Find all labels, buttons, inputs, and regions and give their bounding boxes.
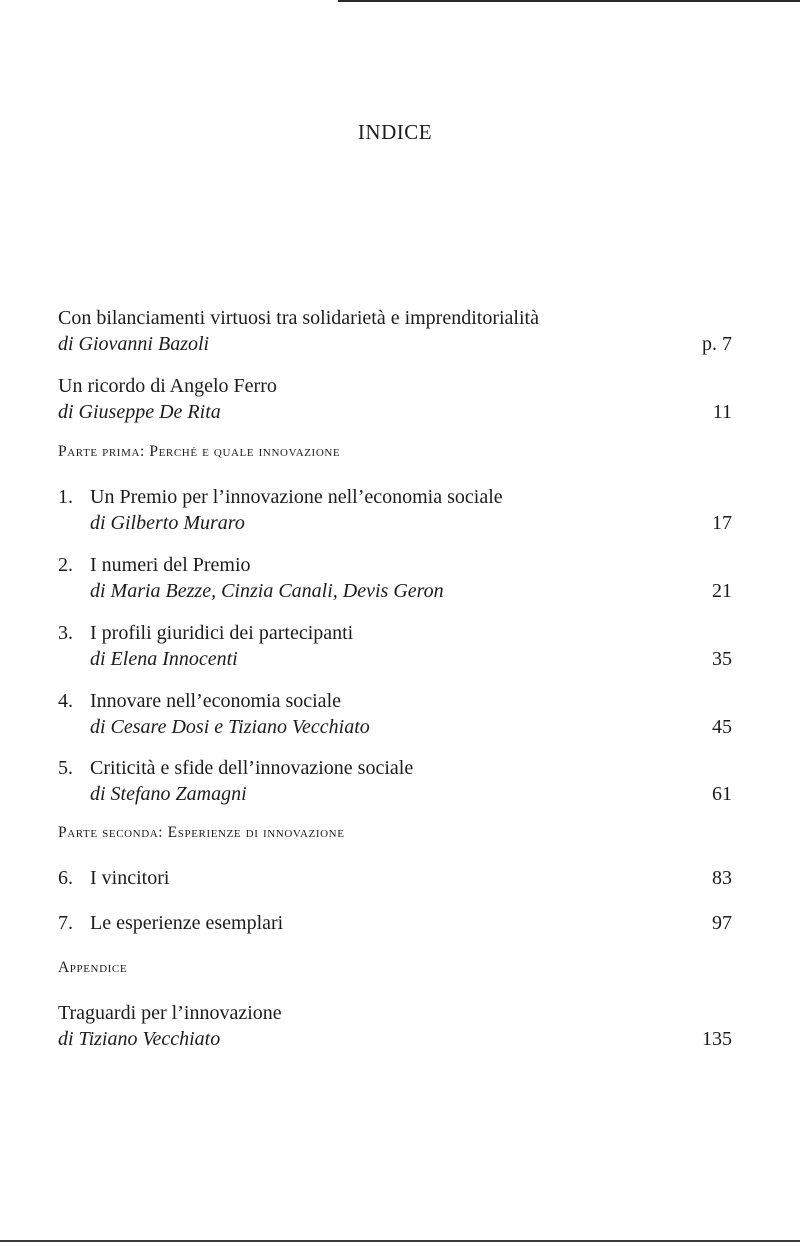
entry-page-number: 17 xyxy=(712,512,732,534)
entry-page-number: 61 xyxy=(712,783,732,805)
page-title: INDICE xyxy=(357,120,433,144)
chapter-number: 4. xyxy=(58,690,73,712)
entry-author: di Cesare Dosi e Tiziano Vecchiato xyxy=(90,716,370,738)
section-heading-appendix: Appendice xyxy=(58,959,128,976)
entry-title: Criticità e sfide dell’innovazione sociale xyxy=(90,757,414,779)
toc-entry-chapter-4[interactable] xyxy=(58,688,732,740)
entry-title: Con bilanciamenti virtuosi tra solidarietà e imprenditorialità xyxy=(58,307,539,329)
entry-title: I profili giuridici dei partecipanti xyxy=(90,622,354,644)
toc-entry-chapter-5[interactable] xyxy=(58,755,732,807)
toc-entry-appendix-1[interactable] xyxy=(58,1000,732,1052)
top-page-rule xyxy=(338,0,800,2)
toc-entry-intro-2[interactable] xyxy=(58,373,732,425)
entry-page-number: 11 xyxy=(712,401,732,423)
chapter-number: 5. xyxy=(58,757,73,779)
chapter-number: 1. xyxy=(58,486,73,508)
entry-author: di Tiziano Vecchiato xyxy=(58,1028,221,1050)
chapter-number: 3. xyxy=(58,622,73,644)
toc-entry-chapter-1[interactable] xyxy=(58,484,732,536)
entry-page-number: p. 7 xyxy=(702,333,732,355)
entry-page-number: 45 xyxy=(712,716,732,738)
entry-page-number: 35 xyxy=(712,648,732,670)
toc-entry-chapter-3[interactable] xyxy=(58,620,732,672)
entry-title: Le esperienze esemplari xyxy=(90,912,284,934)
entry-title: Un Premio per l’innovazione nell’economia sociale xyxy=(90,486,503,508)
toc-entry-chapter-2[interactable] xyxy=(58,552,732,604)
chapter-number: 7. xyxy=(58,912,73,934)
chapter-number: 6. xyxy=(58,867,73,889)
entry-title: I numeri del Premio xyxy=(90,554,251,576)
bottom-page-rule xyxy=(0,1240,800,1242)
entry-author: di Gilberto Muraro xyxy=(90,512,245,534)
section-heading-part-two: Parte seconda: Esperienze di innovazione xyxy=(58,824,345,841)
toc-entry-intro-1[interactable] xyxy=(58,305,732,357)
entry-author: di Maria Bezze, Cinzia Canali, Devis Geron xyxy=(90,580,444,602)
entry-page-number: 21 xyxy=(712,580,732,602)
entry-page-number: 135 xyxy=(702,1028,732,1050)
entry-author: di Giovanni Bazoli xyxy=(58,333,210,355)
entry-page-number: 97 xyxy=(712,912,732,934)
entry-title: Un ricordo di Angelo Ferro xyxy=(58,375,277,397)
entry-author: di Elena Innocenti xyxy=(90,648,238,670)
toc-entry-chapter-7[interactable] xyxy=(58,910,732,936)
toc-entry-chapter-6[interactable] xyxy=(58,865,732,891)
entry-page-number: 83 xyxy=(712,867,732,889)
entry-title: I vincitori xyxy=(90,867,170,889)
section-heading-part-one: Parte prima: Perché e quale innovazione xyxy=(58,443,341,460)
chapter-number: 2. xyxy=(58,554,73,576)
entry-title: Traguardi per l’innovazione xyxy=(58,1002,282,1024)
entry-author: di Stefano Zamagni xyxy=(90,783,247,805)
entry-author: di Giuseppe De Rita xyxy=(58,401,221,423)
entry-title: Innovare nell’economia sociale xyxy=(90,690,341,712)
